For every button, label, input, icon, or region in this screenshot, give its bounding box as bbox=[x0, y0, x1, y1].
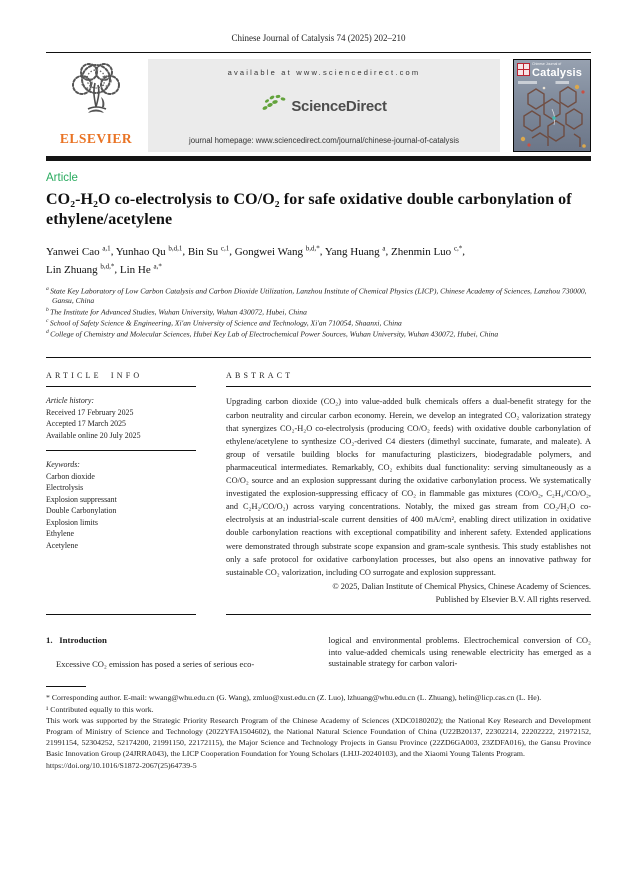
keywords-label: Keywords: bbox=[46, 460, 80, 470]
affiliation: $^d$ College of Chemistry and Molecular Sciences, Hubei Key Lab of Electrochemical Power Sources, Wuhan University, Wuhan 430072, Hubei, China bbox=[46, 328, 499, 339]
article-info-column bbox=[46, 358, 196, 614]
keyword: Ethylene bbox=[46, 529, 75, 539]
keyword: Acetylene bbox=[46, 540, 78, 550]
history-line: Received 17 February 2025 bbox=[46, 407, 134, 417]
keyword: Explosion limits bbox=[46, 517, 98, 527]
journal-cover[interactable] bbox=[513, 59, 591, 152]
keyword-lines bbox=[46, 471, 196, 552]
article-info-heading: ARTICLE INFO bbox=[46, 358, 196, 387]
author-affiliation-marker: c,1 bbox=[220, 244, 230, 252]
elsevier-wordmark: ELSEVIER bbox=[59, 131, 133, 146]
abstract-heading: ABSTRACT bbox=[226, 358, 591, 387]
keyword: Carbon dioxide bbox=[46, 471, 95, 481]
affiliation: $^c$ School of Safety Science & Engineering, Xi'an University of Science and Technology, Xi'an 710054, Shaanxi, China bbox=[46, 317, 402, 328]
body-text-section bbox=[46, 635, 591, 671]
section-1-heading: 1. Introduction bbox=[46, 634, 107, 645]
copyright-block bbox=[226, 580, 591, 606]
copyright-line-1: © 2025, Dalian Institute of Chemical Physics, Chinese Academy of Sciences. bbox=[332, 581, 591, 591]
author: Gongwei Wang $^{b,d,*}$ bbox=[234, 244, 320, 258]
author-affiliation-marker: b,d,1 bbox=[168, 244, 183, 252]
journal-logo-chinese bbox=[517, 63, 530, 76]
author-affiliation-marker: a,1 bbox=[102, 244, 111, 252]
footnote-rule bbox=[46, 686, 86, 687]
article-type-label: Article bbox=[46, 172, 78, 184]
footnote-paragraph: ¹ Contributed equally to this work. bbox=[46, 704, 154, 714]
affiliation-list bbox=[46, 285, 591, 338]
keyword: Double Carbonylation bbox=[46, 506, 117, 516]
keywords-block bbox=[46, 451, 196, 551]
history-line: Accepted 17 March 2025 bbox=[46, 419, 126, 429]
copyright-line-2: Published by Elsevier B.V. All rights reserved. bbox=[435, 594, 591, 604]
doi-link[interactable]: https://doi.org/10.1016/S1872-2067(25)64739-5 bbox=[46, 760, 197, 770]
abstract-column bbox=[226, 358, 591, 614]
author-affiliation-marker: a,* bbox=[153, 262, 162, 271]
cover-issue-info bbox=[518, 81, 586, 84]
info-abstract-section bbox=[46, 358, 591, 614]
publisher-banner bbox=[46, 59, 591, 152]
author-affiliation-marker: a bbox=[382, 244, 386, 252]
elsevier-tree-icon bbox=[60, 61, 132, 130]
sciencedirect-panel bbox=[148, 59, 500, 152]
author-affiliation-marker: b,d,* bbox=[100, 262, 115, 271]
body-column-right bbox=[329, 635, 592, 671]
sciencedirect-logo[interactable] bbox=[261, 94, 386, 119]
author-affiliation-marker: c,* bbox=[453, 244, 463, 252]
article-title: CO₂-H₂O co-electrolysis to CO/O₂ for safe oxidative double carbonylation of ethylene/acetylene bbox=[46, 191, 572, 228]
author-affiliation-marker: b,d,* bbox=[305, 244, 320, 252]
author: Zhenmin Luo $^{c,*}$ bbox=[391, 244, 463, 258]
cover-subtitle: Chinese Journal of bbox=[532, 62, 562, 66]
footnote-paragraph: This work was supported by the Strategic Priority Research Program of the Chinese Academy of Sciences (XDC0180202); the National Key Research and Development Program of Ministry of Science and Technology (2022YFA1504602), the National Natural Science Foundation of China (U22B20137, 22302214, 22202222, 21972152, 21991154, 52304252, 52174200, 21991150, 22172115), the Major Science and Technology Projects in Gansu Province (22ZD6GA003, 23ZDFA016), the Gansu Province Basic Innovation Group (24JRRA043), the LICP Cooperation Foundation for Young Scholars (LHJJ-20240103), and the Xiaomi Young Talents Program. bbox=[46, 715, 591, 759]
author: Lin He $^{a,*}$ bbox=[119, 262, 162, 276]
author: Lin Zhuang $^{b,d,*}$ bbox=[46, 262, 115, 276]
affiliation: $^b$ The Institute for Advanced Studies, Wuhan University, Wuhan 430072, Hubei, China bbox=[46, 306, 307, 317]
cover-molecule-art bbox=[514, 76, 591, 152]
article-history-lines bbox=[46, 407, 196, 442]
sciencedirect-leaf-icon bbox=[261, 94, 287, 119]
abstract-text: Upgrading carbon dioxide (CO₂) into value-added bulk chemicals offers a dual-benefit strategy for the carbon neutrality and circular carbon economy. Herein, we develop an integrated CO₂ valorization strategy that synergizes CO₂-H₂O co-electrolysis (producing CO/O₂ feeds) with oxidative double carbonylation of ethylene/acetylene to synthesize CO₂-derived C4 diesters (dimethyl succinate, fumarate, and maleate). A group of versatile building blocks for manufacturing plasticizers, biodegradable polymers, and pharmaceutical intermediates. Remarkably, CO₂ exhibits dual functionality: serving simultaneously as a CO/O₂ source and an explosion suppressant during the oxidative carbonylation process. We systematically investigated the explosion-suppressing efficacy of CO₂ in flammable gas mixtures (CO/O₂, C₂H₄/CO/O₂, and C₂H₂/CO/O₂) across varying concentrations. Notably, the mixed gas stream from CO₂/H₂O co-electrolysis at an industrial-scale current densities of 400 mA/cm², enabling direct utilization in oxidative double carbonylation reactions with exceptional compatibility and inherent safety. Extended applications were demonstrated through substrate scope expansion and gram-scale synthesis. This study establishes not only a safe protocol for oxidative carbonylation processes, but also opens an innovative pathway for sustainable CO₂ valorization, including CO surrogate and explosion suppressant. bbox=[226, 397, 591, 577]
affiliation: $^a$ State Key Laboratory of Low Carbon Catalysis and Carbon Dioxide Utilization, Lanzhou Institute of Chemical Physics (LICP), Chinese Academy of Sciences, Lanzhou 730000, Gansu, China bbox=[46, 286, 587, 306]
footnotes-section bbox=[46, 686, 591, 770]
header-rule bbox=[46, 52, 591, 53]
title-divider-bar bbox=[46, 156, 591, 161]
author: Bin Su $^{c,1}$ bbox=[187, 244, 230, 258]
journal-homepage-link[interactable]: journal homepage: www.sciencedirect.com/journal/chinese-journal-of-catalysis bbox=[189, 136, 459, 145]
footnote-paragraph: * Corresponding author. E-mail: wwang@whu.edu.cn (G. Wang), zmluo@xust.edu.cn (Z. Luo), lzhuang@whu.edu.cn (L. Zhuang), helin@licp.cas.cn (L. He). bbox=[46, 693, 542, 703]
keyword: Electrolysis bbox=[46, 483, 84, 493]
author: Yunhao Qu $^{b,d,1}$ bbox=[115, 244, 183, 258]
body-paragraph-left: Excessive CO₂ emission has posed a series of serious eco- bbox=[56, 658, 255, 669]
author: Yang Huang $^a$ bbox=[324, 244, 386, 258]
author-list: Yanwei Cao $^{a,1}$, Yunhao Qu $^{b,d,1}$, Bin Su $^{c,1}$, Gongwei Wang $^{b,d,*}$, Yang Huang $^a$, Zhenmin Luo $^{c,*}$, Lin Zhuang $^{b,d,*}$, Lin He $^{a,*}$ bbox=[46, 244, 466, 276]
body-paragraph-right: logical and environmental problems. Electrochemical conversion of CO₂ into value-added chemicals using renewable electricity has emerged as a sustainable strategy for carbon valori- bbox=[328, 634, 591, 669]
cover-title: Catalysis bbox=[532, 66, 583, 79]
available-at-link[interactable]: available at www.sciencedirect.com bbox=[227, 68, 421, 77]
history-line: Available online 20 July 2025 bbox=[46, 430, 141, 440]
body-column-left bbox=[46, 635, 309, 671]
article-history-label: Article history: bbox=[46, 396, 94, 406]
author: Yanwei Cao $^{a,1}$ bbox=[46, 244, 111, 258]
elsevier-logo[interactable] bbox=[46, 59, 146, 152]
footnote-paragraphs bbox=[46, 692, 591, 759]
keyword: Explosion suppressant bbox=[46, 494, 117, 504]
journal-reference: Chinese Journal of Catalysis 74 (2025) 202–210 bbox=[231, 33, 406, 43]
sciencedirect-wordmark: ScienceDirect bbox=[291, 98, 387, 115]
article-history-block bbox=[46, 387, 196, 451]
